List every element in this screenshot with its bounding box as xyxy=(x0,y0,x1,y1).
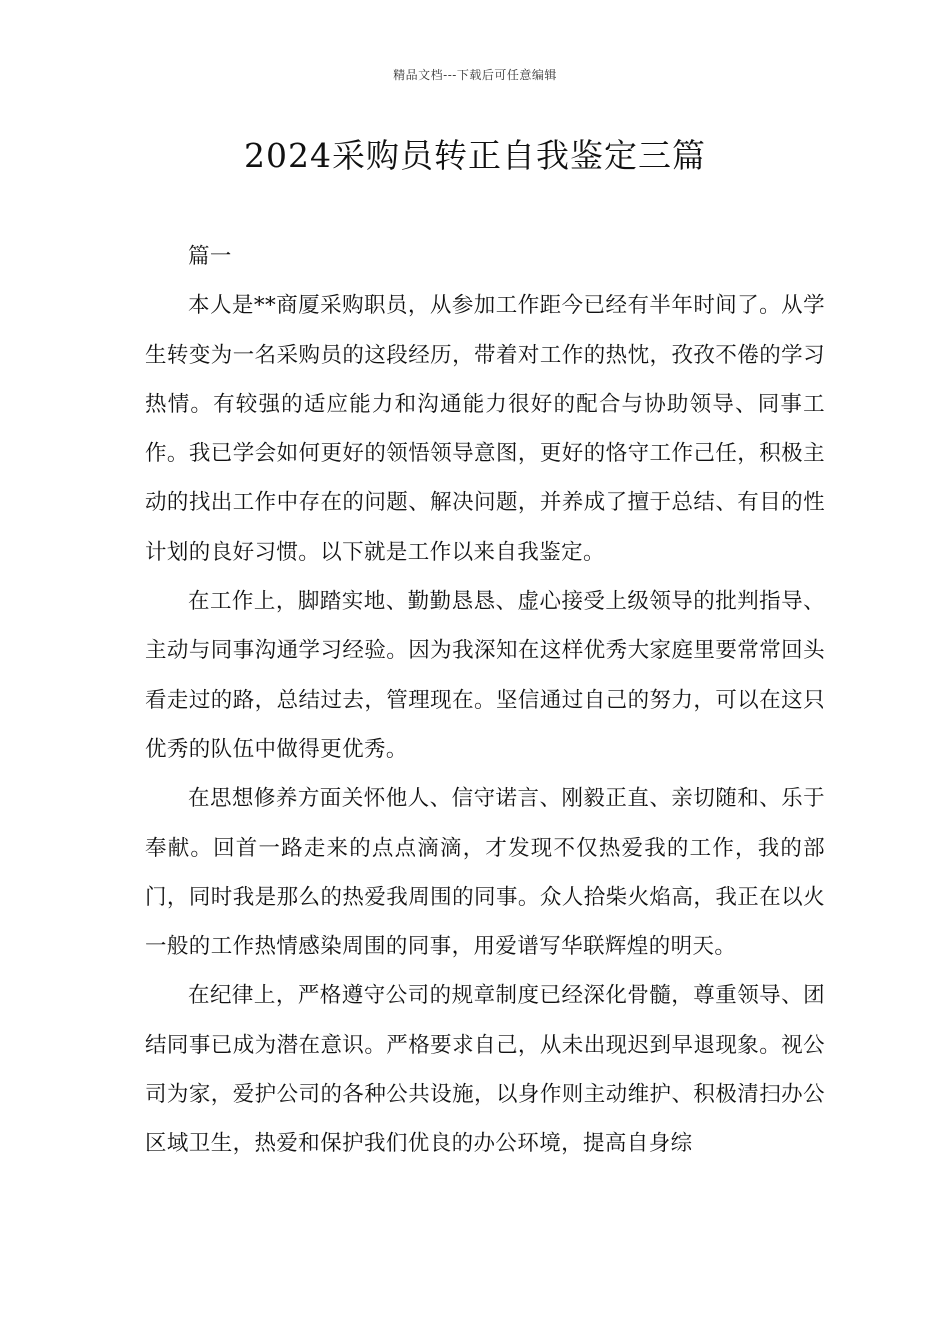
document-title: 2024采购员转正自我鉴定三篇 xyxy=(244,136,706,175)
header-note: 精品文档---下载后可任意编辑 xyxy=(393,68,557,82)
document-body xyxy=(145,232,825,1169)
paragraph: 本人是**商厦采购职员，从参加工作距今已经有半年时间了。从学生转变为一名采购员的这段经历，带着对工作的热忱，孜孜不倦的学习热情。有较强的适应能力和沟通能力很好的配合与协助领导、同事工作。我已学会如何更好的领悟领导意图，更好的恪守工作己任，积极主动的找出工作中存在的问题、解决问题，并养成了擅于总结、有目的性计划的良好习惯。以下就是工作以来自我鉴定。 xyxy=(145,293,825,565)
paragraph: 在工作上，脚踏实地、勤勤恳恳、虚心接受上级领导的批判指导、主动与同事沟通学习经验。因为我深知在这样优秀大家庭里要常常回头看走过的路，总结过去，管理现在。坚信通过自己的努力，可以在这只优秀的队伍中做得更优秀。 xyxy=(145,589,825,762)
paragraph: 在纪律上，严格遵守公司的规章制度已经深化骨髓，尊重领导、团结同事已成为潜在意识。严格要求自己，从未出现迟到早退现象。视公司为家，爱护公司的各种公共设施，以身作则主动维护、积极清扫办公区域卫生，热爱和保护我们优良的办公环境，提高自身综 xyxy=(145,983,825,1157)
section-heading: 篇一 xyxy=(188,244,232,269)
paragraph: 在思想修养方面关怀他人、信守诺言、刚毅正直、亲切随和、乐于奉献。回首一路走来的点点滴滴，才发现不仅热爱我的工作，我的部门，同时我是那么的热爱我周围的同事。众人拾柴火焰高，我正在以火一般的工作热情感染周围的同事，用爱谱写华联辉煌的明天。 xyxy=(145,786,825,960)
